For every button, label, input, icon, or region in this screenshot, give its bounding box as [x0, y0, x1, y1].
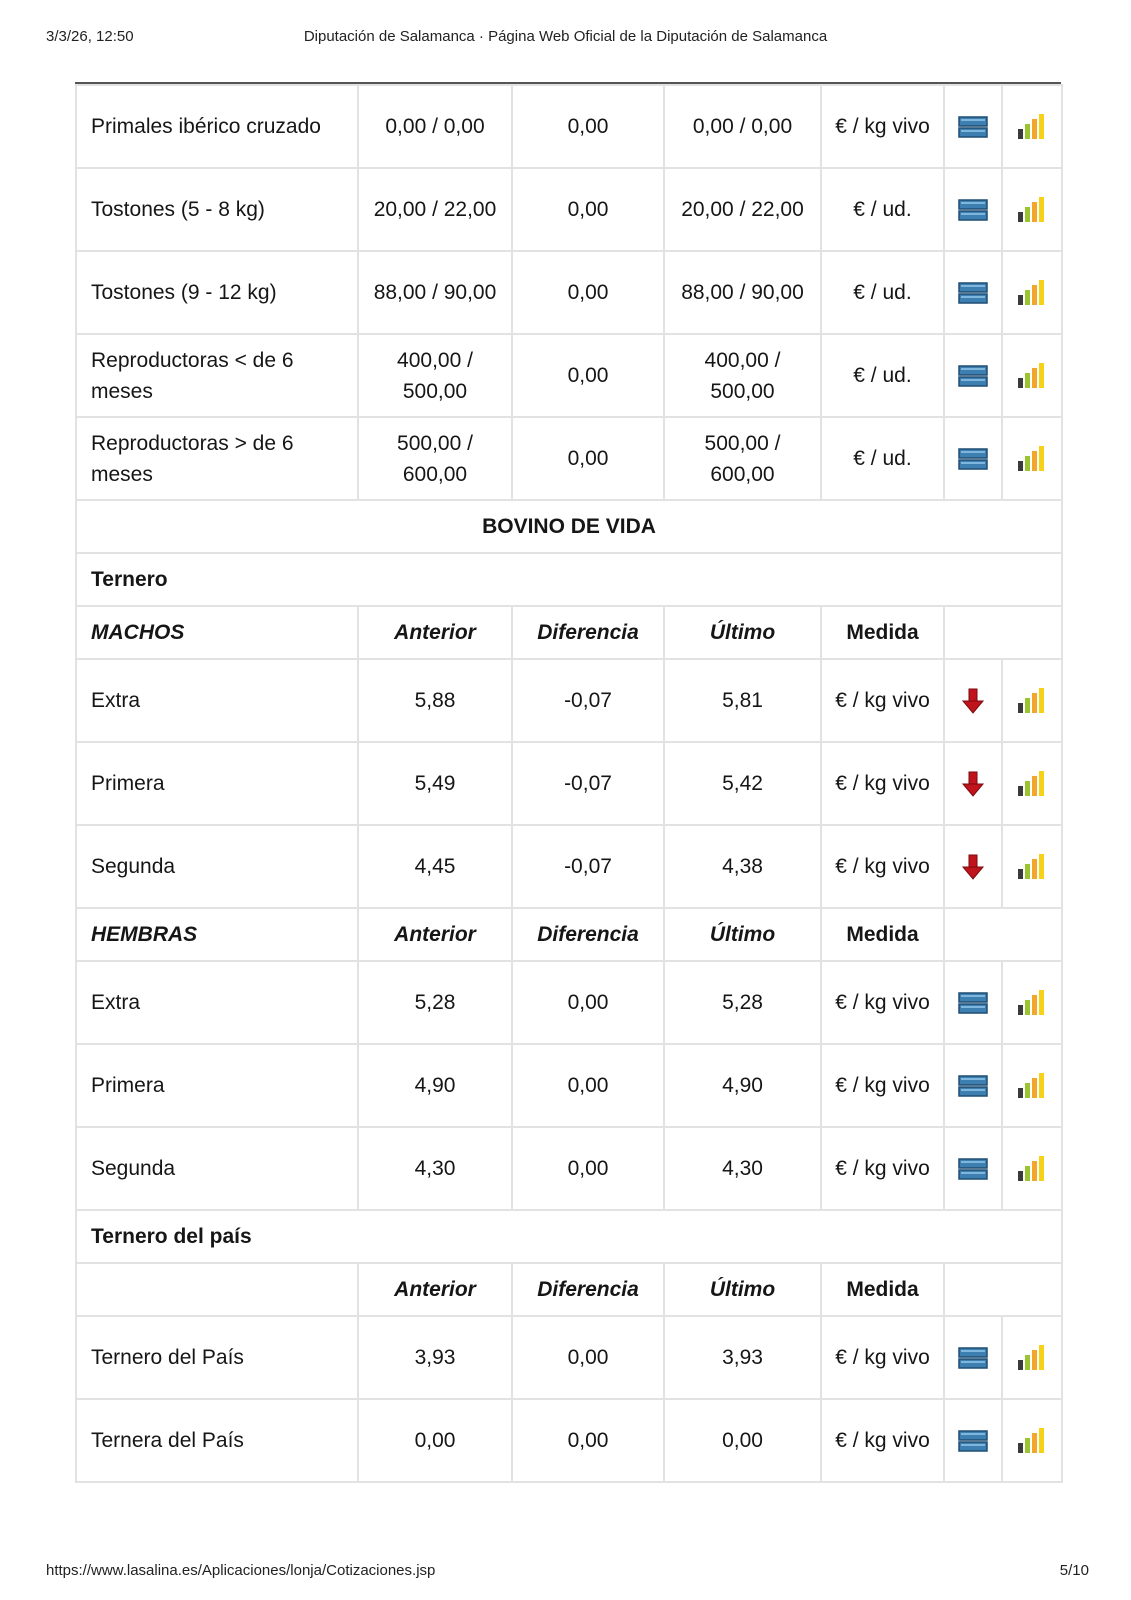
trend-cell	[944, 1127, 1002, 1210]
medida-value: € / kg vivo	[821, 742, 944, 825]
diferencia-value: 0,00	[512, 1399, 664, 1482]
group-header: HEMBRAS	[76, 908, 358, 961]
anterior-value: 5,88	[358, 659, 512, 742]
medida-value: € / ud.	[821, 251, 944, 334]
ternero-subsection	[76, 553, 1062, 606]
medida-value: € / kg vivo	[821, 825, 944, 908]
table-row	[76, 1044, 1062, 1127]
bar-chart-icon[interactable]	[1016, 1346, 1048, 1369]
ultimo-value: 20,00 / 22,00	[664, 168, 821, 251]
anterior-value: 500,00 / 600,00	[358, 417, 512, 500]
table-row	[76, 961, 1062, 1044]
ultimo-value: 400,00 / 500,00	[664, 334, 821, 417]
chart-cell	[1002, 1044, 1062, 1127]
print-page-number: 5/10	[1059, 1562, 1089, 1579]
table-row	[76, 251, 1062, 334]
bar-chart-icon[interactable]	[1016, 772, 1048, 795]
header-ultimo: Último	[664, 606, 821, 659]
medida-value: € / kg vivo	[821, 1399, 944, 1482]
product-name: Extra	[76, 961, 358, 1044]
header-empty	[944, 1263, 1062, 1316]
trend-cell	[944, 659, 1002, 742]
diferencia-value: 0,00	[512, 417, 664, 500]
medida-value: € / kg vivo	[821, 961, 944, 1044]
product-name: Ternera del País	[76, 1399, 358, 1482]
stable-icon	[958, 447, 988, 470]
header-anterior: Anterior	[358, 1263, 512, 1316]
bovino-de-vida-section-title: BOVINO DE VIDA	[76, 500, 1062, 553]
stable-icon	[958, 991, 988, 1014]
product-name: Reproductoras < de 6 meses	[76, 334, 358, 417]
product-name: Primera	[76, 742, 358, 825]
anterior-value: 400,00 / 500,00	[358, 334, 512, 417]
table-row	[76, 742, 1062, 825]
product-name: Primera	[76, 1044, 358, 1127]
header-diferencia: Diferencia	[512, 606, 664, 659]
ultimo-value: 0,00 / 0,00	[664, 85, 821, 168]
column-header-row	[76, 1263, 1062, 1316]
anterior-value: 20,00 / 22,00	[358, 168, 512, 251]
diferencia-value: -0,07	[512, 659, 664, 742]
ultimo-value: 4,90	[664, 1044, 821, 1127]
print-date: 3/3/26, 12:50	[46, 28, 134, 45]
diferencia-value: -0,07	[512, 742, 664, 825]
chart-cell	[1002, 85, 1062, 168]
bar-chart-icon[interactable]	[1016, 198, 1048, 221]
product-name: Extra	[76, 659, 358, 742]
column-header-row	[76, 606, 1062, 659]
bar-chart-icon[interactable]	[1016, 364, 1048, 387]
table-row	[76, 85, 1062, 168]
product-name: Segunda	[76, 1127, 358, 1210]
print-header	[0, 28, 1131, 48]
quotes-table	[75, 84, 1063, 1483]
table-row	[76, 168, 1062, 251]
ternero-pais-subsection	[76, 1210, 1062, 1263]
trend-cell	[944, 1399, 1002, 1482]
diferencia-value: 0,00	[512, 961, 664, 1044]
product-name: Ternero del País	[76, 1316, 358, 1399]
anterior-value: 88,00 / 90,00	[358, 251, 512, 334]
print-title: Diputación de Salamanca · Página Web Oficial de la Diputación de Salamanca	[303, 28, 828, 45]
bar-chart-icon[interactable]	[1016, 689, 1048, 712]
medida-value: € / ud.	[821, 334, 944, 417]
stable-icon	[958, 281, 988, 304]
medida-value: € / kg vivo	[821, 1316, 944, 1399]
header-diferencia: Diferencia	[512, 908, 664, 961]
header-medida: Medida	[821, 606, 944, 659]
bar-chart-icon[interactable]	[1016, 115, 1048, 138]
product-name: Tostones (5 - 8 kg)	[76, 168, 358, 251]
product-name: Primales ibérico cruzado	[76, 85, 358, 168]
product-name: Tostones (9 - 12 kg)	[76, 251, 358, 334]
diferencia-value: 0,00	[512, 1316, 664, 1399]
chart-cell	[1002, 168, 1062, 251]
ultimo-value: 4,30	[664, 1127, 821, 1210]
bar-chart-icon[interactable]	[1016, 855, 1048, 878]
table-row	[76, 334, 1062, 417]
header-ultimo: Último	[664, 1263, 821, 1316]
table-row	[76, 825, 1062, 908]
group-header	[76, 1263, 358, 1316]
trend-cell	[944, 825, 1002, 908]
trend-cell	[944, 1044, 1002, 1127]
ultimo-value: 88,00 / 90,00	[664, 251, 821, 334]
ternero-pais-subsection-title: Ternero del país	[76, 1210, 1062, 1263]
stable-icon	[958, 364, 988, 387]
table-row	[76, 659, 1062, 742]
ultimo-value: 5,81	[664, 659, 821, 742]
bar-chart-icon[interactable]	[1016, 1157, 1048, 1180]
bovino-de-vida-section	[76, 500, 1062, 553]
table-row	[76, 1399, 1062, 1482]
ultimo-value: 3,93	[664, 1316, 821, 1399]
chart-cell	[1002, 251, 1062, 334]
chart-cell	[1002, 1127, 1062, 1210]
ternero-subsection-title: Ternero	[76, 553, 1062, 606]
bar-chart-icon[interactable]	[1016, 281, 1048, 304]
header-anterior: Anterior	[358, 908, 512, 961]
chart-cell	[1002, 825, 1062, 908]
diferencia-value: 0,00	[512, 168, 664, 251]
anterior-value: 3,93	[358, 1316, 512, 1399]
chart-cell	[1002, 334, 1062, 417]
trend-cell	[944, 1316, 1002, 1399]
product-name: Reproductoras > de 6 meses	[76, 417, 358, 500]
trend-cell	[944, 251, 1002, 334]
down-arrow-icon	[961, 689, 985, 712]
diferencia-value: -0,07	[512, 825, 664, 908]
chart-cell	[1002, 659, 1062, 742]
bar-chart-icon[interactable]	[1016, 1429, 1048, 1452]
stable-icon	[958, 1346, 988, 1369]
product-name: Segunda	[76, 825, 358, 908]
bar-chart-icon[interactable]	[1016, 991, 1048, 1014]
print-url: https://www.lasalina.es/Aplicaciones/lonja/Cotizaciones.jsp	[46, 1562, 436, 1579]
diferencia-value: 0,00	[512, 1127, 664, 1210]
anterior-value: 4,30	[358, 1127, 512, 1210]
anterior-value: 0,00 / 0,00	[358, 85, 512, 168]
table-row	[76, 417, 1062, 500]
ultimo-value: 4,38	[664, 825, 821, 908]
stable-icon	[958, 198, 988, 221]
header-diferencia: Diferencia	[512, 1263, 664, 1316]
diferencia-value: 0,00	[512, 334, 664, 417]
trend-cell	[944, 742, 1002, 825]
medida-value: € / ud.	[821, 168, 944, 251]
quotes-table-container	[75, 82, 1061, 1483]
header-anterior: Anterior	[358, 606, 512, 659]
ultimo-value: 5,28	[664, 961, 821, 1044]
chart-cell	[1002, 1399, 1062, 1482]
header-empty	[944, 606, 1062, 659]
table-row	[76, 1316, 1062, 1399]
stable-icon	[958, 1157, 988, 1180]
stable-icon	[958, 1074, 988, 1097]
stable-icon	[958, 1429, 988, 1452]
trend-cell	[944, 961, 1002, 1044]
diferencia-value: 0,00	[512, 85, 664, 168]
bar-chart-icon[interactable]	[1016, 447, 1048, 470]
stable-icon	[958, 115, 988, 138]
group-header: MACHOS	[76, 606, 358, 659]
anterior-value: 5,28	[358, 961, 512, 1044]
chart-cell	[1002, 1316, 1062, 1399]
diferencia-value: 0,00	[512, 251, 664, 334]
medida-value: € / kg vivo	[821, 659, 944, 742]
bar-chart-icon[interactable]	[1016, 1074, 1048, 1097]
medida-value: € / kg vivo	[821, 85, 944, 168]
trend-cell	[944, 334, 1002, 417]
ultimo-value: 0,00	[664, 1399, 821, 1482]
anterior-value: 5,49	[358, 742, 512, 825]
diferencia-value: 0,00	[512, 1044, 664, 1127]
trend-cell	[944, 168, 1002, 251]
print-footer	[0, 1562, 1131, 1582]
header-ultimo: Último	[664, 908, 821, 961]
chart-cell	[1002, 961, 1062, 1044]
header-empty	[944, 908, 1062, 961]
medida-value: € / kg vivo	[821, 1127, 944, 1210]
chart-cell	[1002, 417, 1062, 500]
medida-value: € / ud.	[821, 417, 944, 500]
ultimo-value: 500,00 / 600,00	[664, 417, 821, 500]
down-arrow-icon	[961, 772, 985, 795]
table-row	[76, 1127, 1062, 1210]
anterior-value: 0,00	[358, 1399, 512, 1482]
anterior-value: 4,90	[358, 1044, 512, 1127]
anterior-value: 4,45	[358, 825, 512, 908]
chart-cell	[1002, 742, 1062, 825]
ultimo-value: 5,42	[664, 742, 821, 825]
medida-value: € / kg vivo	[821, 1044, 944, 1127]
header-medida: Medida	[821, 1263, 944, 1316]
column-header-row	[76, 908, 1062, 961]
down-arrow-icon	[961, 855, 985, 878]
trend-cell	[944, 85, 1002, 168]
trend-cell	[944, 417, 1002, 500]
header-medida: Medida	[821, 908, 944, 961]
